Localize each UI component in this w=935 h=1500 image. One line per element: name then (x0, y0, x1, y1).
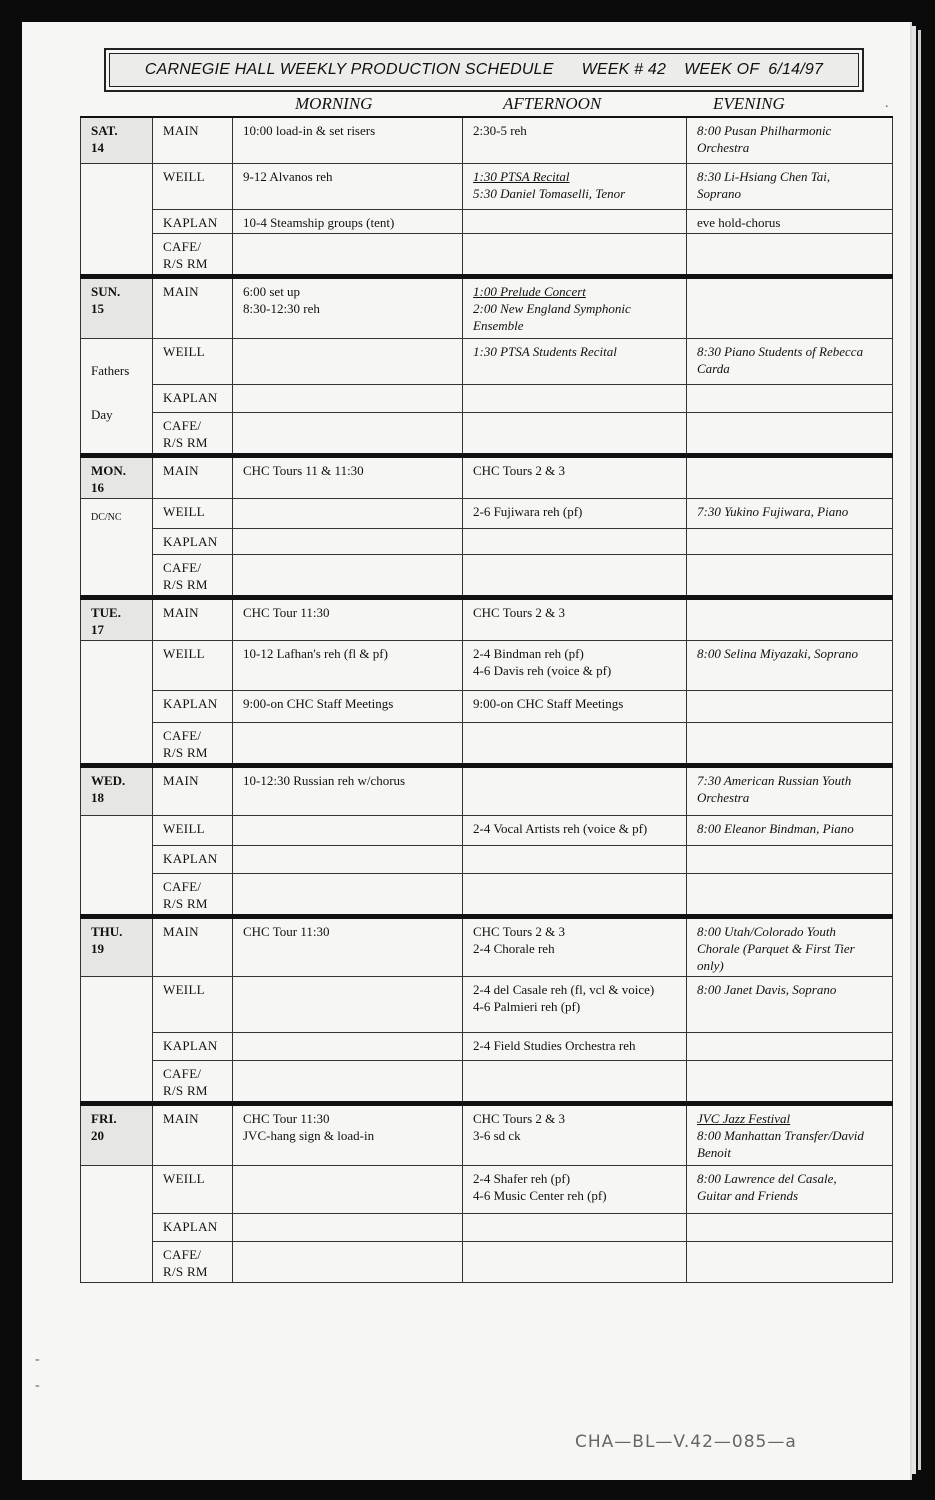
day-date: 18 (91, 789, 104, 805)
morning-cell (233, 1165, 463, 1213)
afternoon-cell (463, 209, 687, 233)
schedule-entry: CHC Tours 2 & 3 (473, 923, 566, 939)
venue-label: WEILL (153, 640, 233, 690)
schedule-entry: Chorale (Parquet & First Tier (697, 940, 855, 956)
afternoon-cell (463, 1165, 687, 1213)
afternoon-cell (463, 233, 687, 276)
schedule-entry: Orchestra (697, 140, 750, 155)
evening-cell (687, 117, 893, 163)
schedule-row (81, 498, 893, 528)
evening-cell (687, 690, 893, 722)
page-edge (918, 30, 921, 1470)
evening-cell (687, 412, 893, 455)
evening-cell (687, 1032, 893, 1060)
afternoon-cell (463, 765, 687, 815)
day-name: TUE. (91, 604, 121, 620)
stray-mark: - (35, 1378, 40, 1393)
schedule-row (81, 765, 893, 815)
afternoon-cell (463, 976, 687, 1032)
day-name: WED. (91, 772, 126, 788)
afternoon-cell (463, 1103, 687, 1165)
header-week-of: WEEK OF 6/14/97 (684, 61, 824, 78)
venue-label: KAPLAN (153, 1032, 233, 1060)
schedule-entry: 2-4 Bindman reh (pf) (473, 645, 584, 661)
day-name: THU. (91, 923, 123, 939)
schedule-row (81, 1103, 893, 1165)
schedule-entry: CHC Tour 11:30 (243, 1110, 330, 1126)
afternoon-cell (463, 276, 687, 338)
afternoon-cell (463, 554, 687, 597)
schedule-entry: 10:00 load-in & set risers (243, 123, 376, 138)
morning-cell (233, 765, 463, 815)
schedule-entry: eve hold-chorus (697, 214, 781, 230)
venue-label: MAIN (153, 597, 233, 640)
day-note (81, 1165, 153, 1282)
schedule-entry: Carda (697, 360, 730, 376)
evening-cell (687, 1103, 893, 1165)
venue-label: MAIN (153, 765, 233, 815)
venue-label: KAPLAN (153, 845, 233, 873)
morning-cell (233, 690, 463, 722)
schedule-entry: Benoit (697, 1144, 731, 1160)
day-date: 14 (91, 140, 104, 155)
afternoon-cell (463, 384, 687, 412)
morning-cell (233, 338, 463, 384)
evening-cell (687, 722, 893, 765)
schedule-entry: only) (697, 957, 724, 973)
day-label (81, 916, 153, 976)
day-date: 17 (91, 621, 104, 637)
schedule-entry: 2-4 Vocal Artists reh (voice & pf) (473, 820, 648, 836)
morning-cell (233, 117, 463, 163)
day-date: 15 (91, 300, 104, 316)
schedule-entry: 10-12:30 Russian reh w/chorus (243, 772, 406, 788)
venue-label: CAFE/ R/S RM (153, 722, 233, 765)
afternoon-cell (463, 1060, 687, 1103)
afternoon-cell (463, 1241, 687, 1282)
afternoon-cell (463, 117, 687, 163)
venue-label: KAPLAN (153, 1213, 233, 1241)
evening-cell (687, 815, 893, 845)
afternoon-cell (463, 873, 687, 916)
schedule-row (81, 209, 893, 233)
morning-cell (233, 640, 463, 690)
schedule-entry: 10-4 Steamship groups (tent) (243, 214, 395, 230)
venue-label: KAPLAN (153, 690, 233, 722)
schedule-table (80, 116, 893, 1283)
schedule-entry: 8:00 Eleanor Bindman, Piano (697, 820, 854, 836)
schedule-row (81, 117, 893, 163)
afternoon-cell (463, 722, 687, 765)
day-note (81, 815, 153, 916)
schedule-row (81, 1032, 893, 1060)
evening-cell (687, 1165, 893, 1213)
evening-cell (687, 916, 893, 976)
afternoon-cell (463, 528, 687, 554)
schedule-row (81, 597, 893, 640)
schedule-entry: 8:30 Piano Students of Rebecca (697, 343, 864, 359)
schedule-entry: 6:00 set up (243, 283, 301, 299)
afternoon-cell (463, 597, 687, 640)
schedule-entry: 4-6 Palmieri reh (pf) (473, 998, 581, 1014)
morning-cell (233, 412, 463, 455)
schedule-entry: 8:30-12:30 reh (243, 300, 320, 316)
schedule-row (81, 554, 893, 597)
venue-label: KAPLAN (153, 528, 233, 554)
morning-cell (233, 916, 463, 976)
morning-cell (233, 1213, 463, 1241)
evening-cell (687, 455, 893, 498)
venue-label: CAFE/ R/S RM (153, 873, 233, 916)
schedule-row (81, 873, 893, 916)
evening-cell (687, 209, 893, 233)
morning-cell (233, 976, 463, 1032)
afternoon-cell (463, 163, 687, 209)
schedule-entry: 2-4 Field Studies Orchestra reh (473, 1037, 636, 1053)
venue-label: WEILL (153, 163, 233, 209)
venue-label: MAIN (153, 1103, 233, 1165)
schedule-entry: 2-6 Fujiwara reh (pf) (473, 503, 583, 519)
venue-label: MAIN (153, 916, 233, 976)
morning-cell (233, 233, 463, 276)
afternoon-cell (463, 845, 687, 873)
evening-cell (687, 873, 893, 916)
afternoon-cell (463, 412, 687, 455)
afternoon-cell (463, 916, 687, 976)
schedule-row (81, 276, 893, 338)
schedule-entry: CHC Tours 2 & 3 (473, 462, 566, 478)
afternoon-cell (463, 1213, 687, 1241)
morning-cell (233, 845, 463, 873)
evening-cell (687, 640, 893, 690)
morning-cell (233, 498, 463, 528)
schedule-entry: 10-12 Lafhan's reh (fl & pf) (243, 645, 388, 661)
morning-cell (233, 873, 463, 916)
schedule-row (81, 1060, 893, 1103)
evening-cell (687, 1241, 893, 1282)
schedule-row (81, 845, 893, 873)
schedule-entry: 7:30 Yukino Fujiwara, Piano (697, 503, 849, 519)
stray-mark: . (885, 96, 889, 111)
venue-label: WEILL (153, 976, 233, 1032)
evening-cell (687, 554, 893, 597)
schedule-row (81, 1213, 893, 1241)
morning-cell (233, 455, 463, 498)
venue-label: KAPLAN (153, 384, 233, 412)
morning-cell (233, 163, 463, 209)
day-name: SUN. (91, 283, 121, 299)
schedule-entry: 2-4 Shafer reh (pf) (473, 1170, 571, 1186)
day-name: SAT. (91, 123, 118, 138)
morning-cell (233, 1103, 463, 1165)
morning-cell (233, 1032, 463, 1060)
day-label (81, 765, 153, 815)
morning-cell (233, 528, 463, 554)
schedule-row (81, 815, 893, 845)
afternoon-cell (463, 338, 687, 384)
evening-cell (687, 233, 893, 276)
venue-label: MAIN (153, 117, 233, 163)
day-note: Fathers Day (81, 338, 153, 455)
venue-label: CAFE/ R/S RM (153, 412, 233, 455)
schedule-entry: 1:30 PTSA Recital (473, 168, 570, 184)
schedule-entry: 2:00 New England Symphonic (473, 300, 631, 316)
evening-cell (687, 1060, 893, 1103)
venue-label: CAFE/ R/S RM (153, 1241, 233, 1282)
schedule-row (81, 528, 893, 554)
morning-cell (233, 1241, 463, 1282)
schedule-entry: Ensemble (473, 317, 524, 333)
schedule-row (81, 722, 893, 765)
schedule-row (81, 338, 893, 384)
day-label (81, 597, 153, 640)
schedule-entry: 8:00 Lawrence del Casale, (697, 1170, 837, 1186)
day-date: 20 (91, 1127, 104, 1143)
schedule-row (81, 455, 893, 498)
afternoon-cell (463, 498, 687, 528)
venue-label: MAIN (153, 455, 233, 498)
morning-cell (233, 722, 463, 765)
schedule-row (81, 640, 893, 690)
schedule-row (81, 916, 893, 976)
schedule-entry: 7:30 American Russian Youth (697, 772, 852, 788)
schedule-entry: JVC Jazz Festival (697, 1110, 791, 1126)
header-week-number: WEEK # 42 (581, 61, 667, 78)
day-note: DC/NC (81, 498, 153, 597)
schedule-entry: 1:30 PTSA Students Recital (473, 343, 617, 359)
column-header-morning: MORNING (295, 94, 373, 113)
venue-label: CAFE/ R/S RM (153, 554, 233, 597)
schedule-entry: Guitar and Friends (697, 1187, 799, 1203)
schedule-entry: CHC Tours 2 & 3 (473, 1110, 566, 1126)
schedule-entry: CHC Tours 11 & 11:30 (243, 462, 364, 478)
day-date: 16 (91, 479, 104, 495)
morning-cell (233, 1060, 463, 1103)
schedule-entry: 8:00 Manhattan Transfer/David (697, 1127, 864, 1143)
morning-cell (233, 815, 463, 845)
day-label (81, 455, 153, 498)
evening-cell (687, 163, 893, 209)
header-title: CARNEGIE HALL WEEKLY PRODUCTION SCHEDULE (144, 61, 554, 78)
morning-cell (233, 554, 463, 597)
venue-label: WEILL (153, 815, 233, 845)
venue-label: KAPLAN (153, 209, 233, 233)
schedule-entry: 4-6 Music Center reh (pf) (473, 1187, 607, 1203)
column-header-evening: EVENING (713, 94, 785, 113)
morning-cell (233, 597, 463, 640)
schedule-row (81, 384, 893, 412)
schedule-row (81, 163, 893, 209)
evening-cell (687, 276, 893, 338)
schedule-row (81, 1241, 893, 1282)
page-edge (912, 26, 916, 1474)
afternoon-cell (463, 815, 687, 845)
schedule-entry: 9-12 Alvanos reh (243, 168, 333, 184)
schedule-entry: 1:00 Prelude Concert (473, 283, 586, 299)
day-note (81, 640, 153, 765)
schedule-entry: Orchestra (697, 789, 750, 805)
schedule-entry: 3-6 sd ck (473, 1127, 521, 1143)
day-date: 19 (91, 940, 104, 956)
evening-cell (687, 384, 893, 412)
morning-cell (233, 384, 463, 412)
schedule-entry: CHC Tours 2 & 3 (473, 604, 566, 620)
evening-cell (687, 976, 893, 1032)
afternoon-cell (463, 690, 687, 722)
morning-cell (233, 276, 463, 338)
schedule-entry: 8:00 Pusan Philharmonic (697, 123, 832, 138)
venue-label: CAFE/ R/S RM (153, 1060, 233, 1103)
schedule-entry: 4-6 Davis reh (voice & pf) (473, 662, 612, 678)
schedule-entry: JVC-hang sign & load-in (243, 1127, 375, 1143)
day-label (81, 1103, 153, 1165)
evening-cell (687, 338, 893, 384)
evening-cell (687, 845, 893, 873)
schedule-entry: 2-4 Chorale reh (473, 940, 555, 956)
schedule-entry: 2:30-5 reh (473, 123, 527, 138)
day-name: MON. (91, 462, 127, 478)
evening-cell (687, 765, 893, 815)
schedule-entry: 8:00 Selina Miyazaki, Soprano (697, 645, 859, 661)
venue-label: CAFE/ R/S RM (153, 233, 233, 276)
schedule-row (81, 412, 893, 455)
archive-code: CHA—BL—V.42—085—a (575, 1432, 797, 1452)
afternoon-cell (463, 1032, 687, 1060)
schedule-entry: 8:00 Janet Davis, Soprano (697, 981, 837, 997)
afternoon-cell (463, 640, 687, 690)
schedule-entry: 2-4 del Casale reh (fl, vcl & voice) (473, 981, 655, 997)
schedule-row (81, 690, 893, 722)
day-name: FRI. (91, 1110, 117, 1126)
day-label (81, 117, 153, 163)
venue-label: MAIN (153, 276, 233, 338)
evening-cell (687, 528, 893, 554)
schedule-entry: 8:00 Utah/Colorado Youth (697, 923, 836, 939)
column-header-afternoon: AFTERNOON (503, 94, 602, 113)
day-note (81, 976, 153, 1103)
day-label (81, 276, 153, 338)
schedule-entry: 9:00-on CHC Staff Meetings (473, 695, 624, 711)
stray-mark: - (35, 1352, 40, 1367)
venue-label: WEILL (153, 498, 233, 528)
evening-cell (687, 597, 893, 640)
schedule-entry: Soprano (697, 185, 742, 201)
day-note (81, 163, 153, 276)
venue-label: WEILL (153, 338, 233, 384)
schedule-entry: CHC Tour 11:30 (243, 604, 330, 620)
schedule-entry: 9:00-on CHC Staff Meetings (243, 695, 394, 711)
schedule-row (81, 233, 893, 276)
schedule-row (81, 1165, 893, 1213)
schedule-row (81, 976, 893, 1032)
schedule-header (104, 48, 864, 92)
evening-cell (687, 498, 893, 528)
schedule-entry: CHC Tour 11:30 (243, 923, 330, 939)
schedule-entry: 8:30 Li-Hsiang Chen Tai, (697, 168, 831, 184)
schedule-entry: 5:30 Daniel Tomaselli, Tenor (473, 185, 626, 201)
venue-label: WEILL (153, 1165, 233, 1213)
morning-cell (233, 209, 463, 233)
evening-cell (687, 1213, 893, 1241)
afternoon-cell (463, 455, 687, 498)
